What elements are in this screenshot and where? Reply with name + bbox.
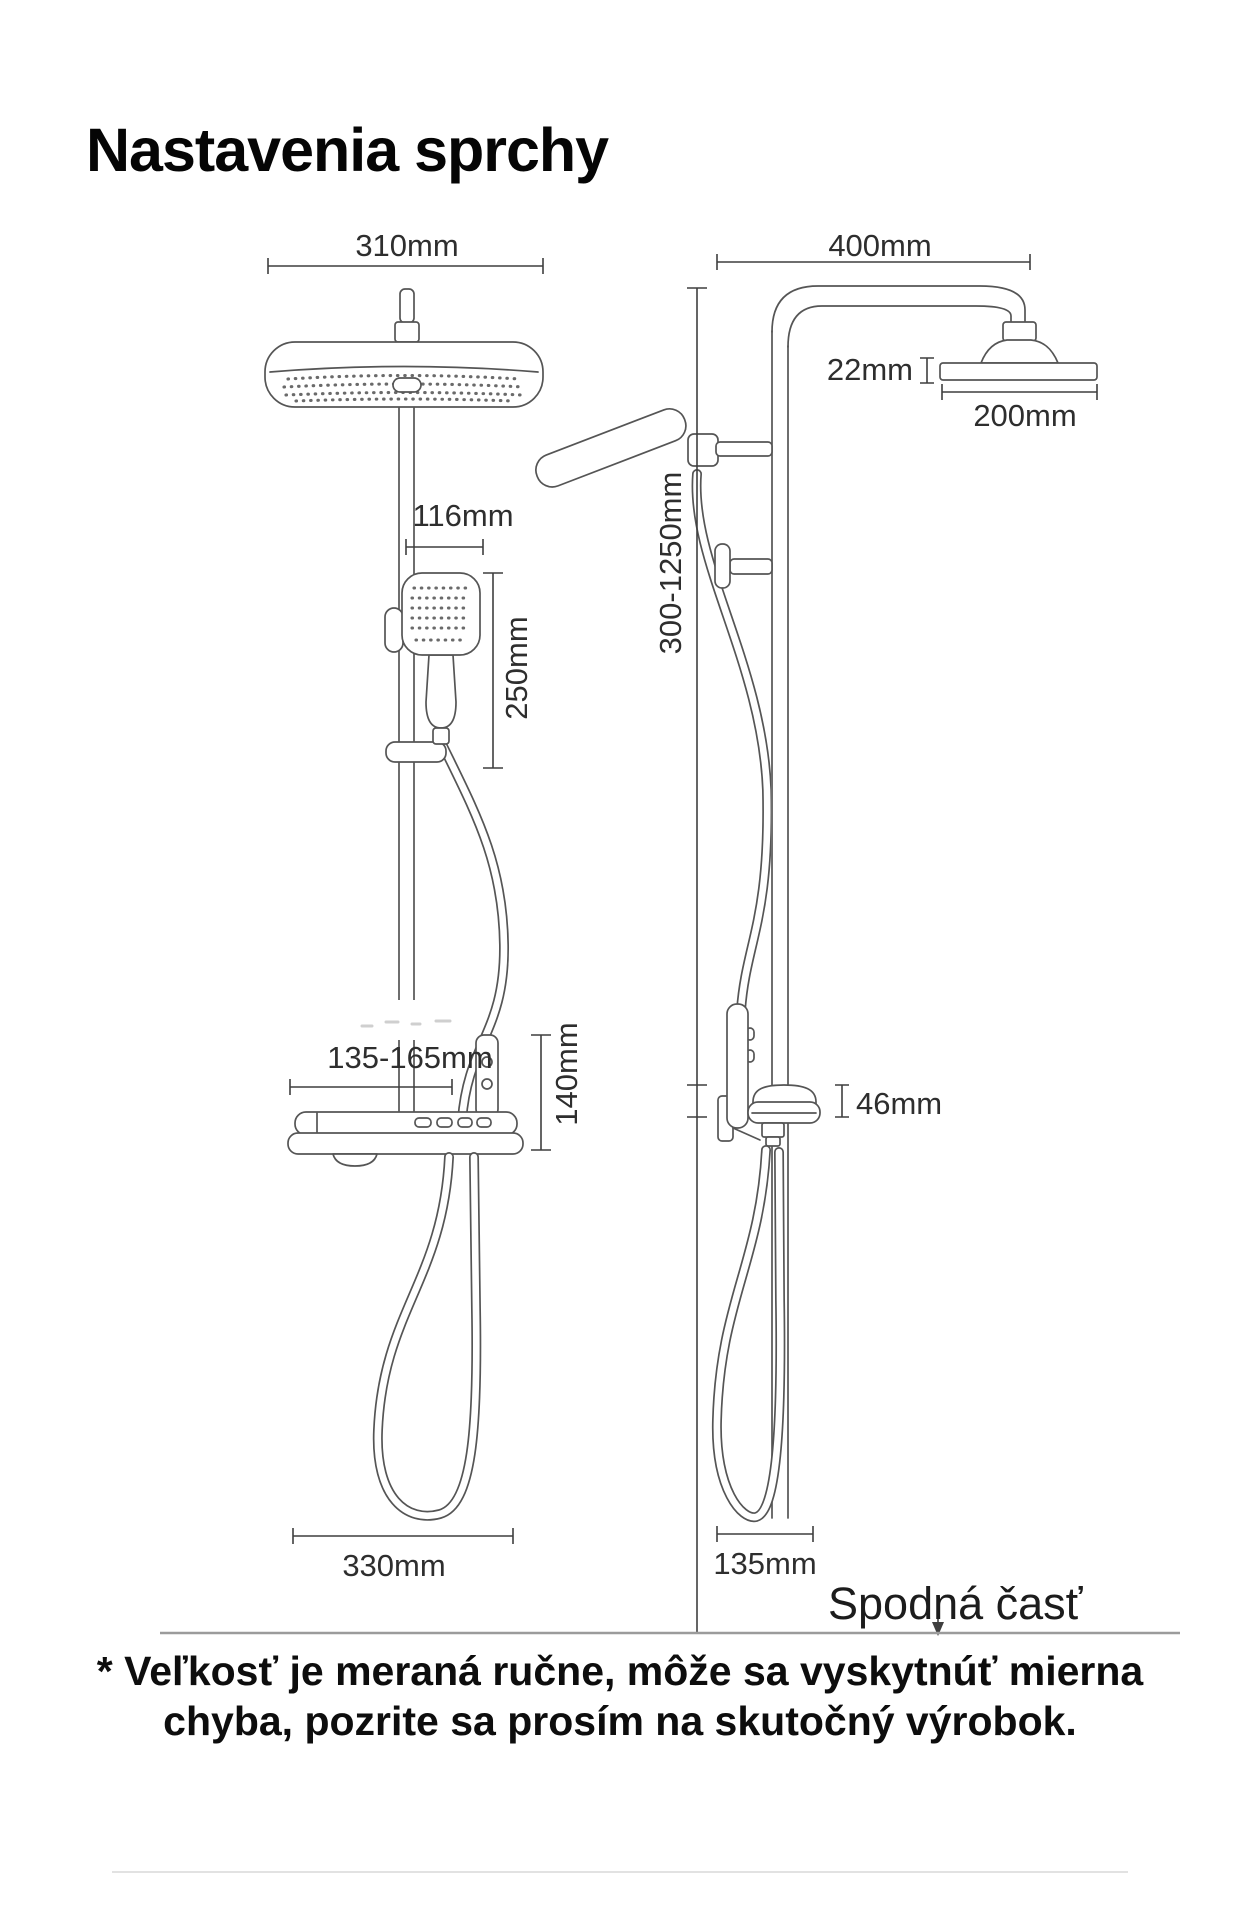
dim-side-bottom-width: 135mm xyxy=(713,1546,817,1581)
dim-head-width: 310mm xyxy=(355,228,459,263)
side-view-drawing xyxy=(531,254,1097,1636)
bottom-section-label: Spodná časť xyxy=(828,1578,1083,1629)
dim-head-depth: 200mm xyxy=(973,398,1077,433)
dim-valve-range: 135-165mm xyxy=(327,1040,493,1075)
footnote-line-2: chyba, pozrite sa prosím na skutočný výrobok. xyxy=(163,1698,1077,1744)
footnote-line-1: * Veľkosť je meraná ručne, môže sa vyskytnúť mierna xyxy=(96,1648,1144,1694)
page-title: Nastavenia sprchy xyxy=(86,115,609,184)
dim-front-bottom-width: 330mm xyxy=(342,1548,446,1583)
dim-shelf-thickness: 46mm xyxy=(856,1086,943,1121)
dim-hand-shower-length: 250mm xyxy=(499,616,534,720)
dim-arm-reach: 400mm xyxy=(828,228,932,263)
front-view-drawing xyxy=(265,258,551,1544)
dim-head-thickness: 22mm xyxy=(826,352,913,387)
dim-hand-shower-offset: 116mm xyxy=(412,498,514,533)
dim-pole-height-range: 300-1250mm xyxy=(653,471,688,655)
dim-valve-height: 140mm xyxy=(549,1022,584,1126)
